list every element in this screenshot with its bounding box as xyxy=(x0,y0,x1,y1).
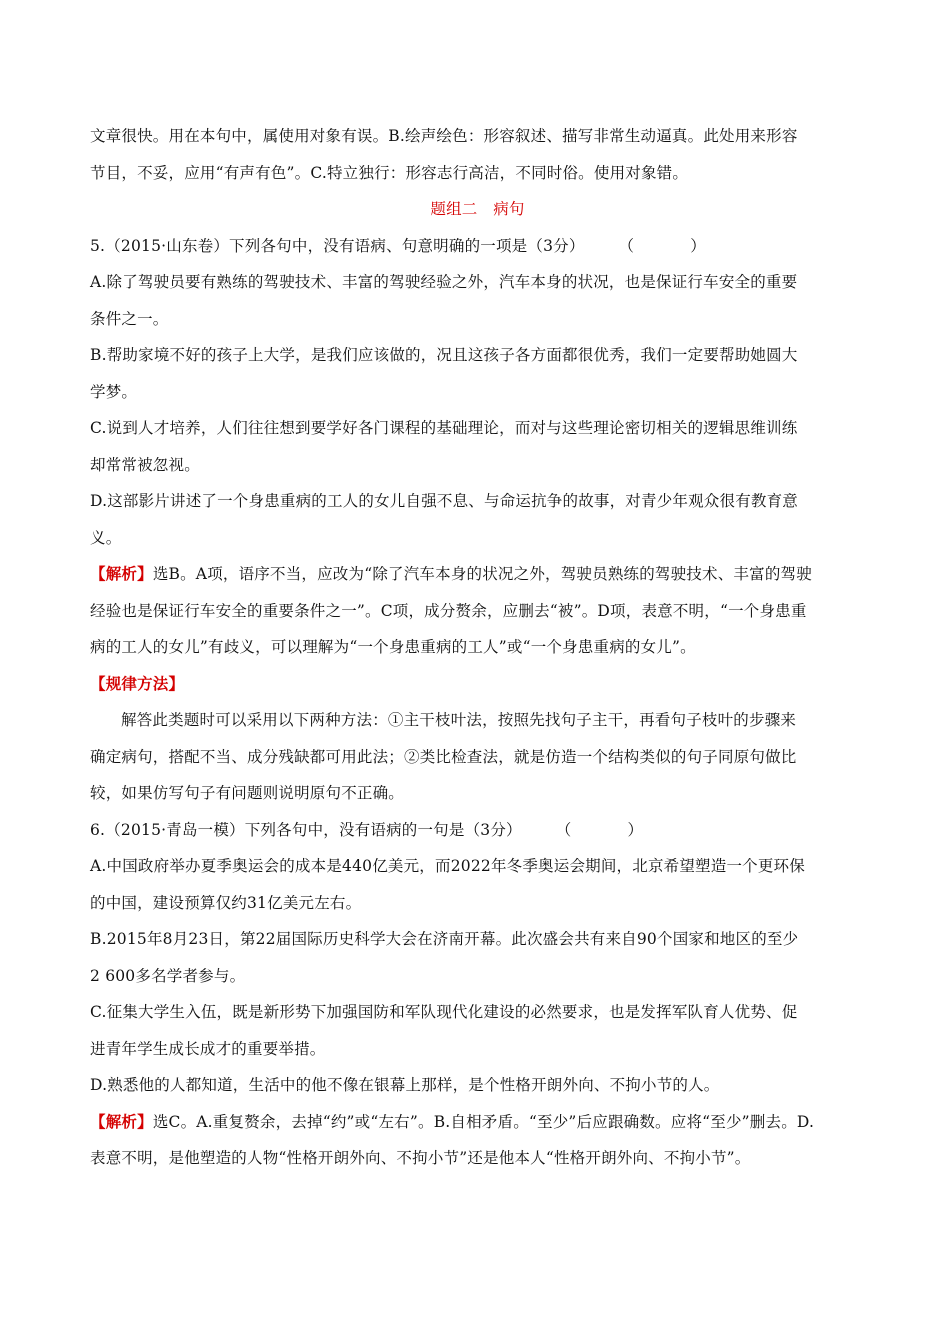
method-line: 较，如果仿写句子有问题则说明原句不正确。 xyxy=(90,784,405,802)
text-line: 文章很快。用在本句中，属使用对象有误。B.绘声绘色：形容叙述、描写非常生动逼真。此处用来形容 xyxy=(90,127,798,145)
question-stem-text: 5.（2015·山东卷）下列各句中，没有语病、句意明确的一项是（3分） xyxy=(90,236,585,255)
analysis-text: 选B。A项，语序不当，应改为“除了汽车本身的状况之外，驾驶员熟练的驾驶技术、丰富的驾驶 xyxy=(152,565,812,583)
option-line: A.除了驾驶员要有熟练的驾驶技术、丰富的驾驶经验之外，汽车本身的状况，也是保证行车安全的重要 xyxy=(90,273,798,291)
analysis-line: 表意不明，是他塑造的人物“性格开朗外向、不拘小节”还是他本人“性格开朗外向、不拘小节”。 xyxy=(90,1149,751,1167)
option-line: D.熟悉他的人都知道，生活中的他不像在银幕上那样，是个性格开朗外向、不拘小节的人。 xyxy=(90,1076,720,1094)
analysis-line xyxy=(90,556,865,593)
option-line: 的中国，建设预算仅约31亿美元左右。 xyxy=(90,893,362,912)
analysis-line xyxy=(90,1104,865,1141)
analysis-text: 选C。A.重复赘余，去掉“约”或“左右”。B.自相矛盾。“至少”后应跟确数。应将“至少”删去。D. xyxy=(152,1112,815,1131)
answer-paren-open: （ xyxy=(618,236,635,255)
text-line: 节目，不妥，应用“有声有色”。C.特立独行：形容志行高洁，不同时俗。使用对象错。 xyxy=(90,163,689,182)
section-title: 题组二 病句 xyxy=(430,200,525,218)
analysis-line: 经验也是保证行车安全的重要条件之一”。C项，成分赘余，应删去“被”。D项，表意不明，“一个身患重 xyxy=(90,601,807,620)
option-line: C.征集大学生入伍，既是新形势下加强国防和军队现代化建设的必然要求，也是发挥军队育人优势、促 xyxy=(90,1003,798,1021)
document-page xyxy=(90,118,865,1177)
option-line: 却常常被忽视。 xyxy=(90,455,200,474)
answer-paren-open: （ xyxy=(555,820,572,839)
option-line: C.说到人才培养，人们往往想到要学好各门课程的基础理论，而对与这些理论密切相关的逻辑思维训练 xyxy=(90,419,798,437)
analysis-tag: 【解析】 xyxy=(90,1111,153,1131)
method-line: 确定病句，搭配不当、成分残缺都可用此法；②类比检查法，就是仿造一个结构类似的句子同原句做比 xyxy=(90,747,797,766)
answer-paren-close: ） xyxy=(627,820,644,839)
analysis-tag: 【解析】 xyxy=(90,564,153,583)
question-6-stem xyxy=(90,812,865,849)
answer-paren-close: ） xyxy=(690,236,706,255)
question-stem-text: 6.（2015·青岛一模）下列各句中，没有语病的一句是（3分） xyxy=(90,820,522,839)
option-line: A.中国政府举办夏季奥运会的成本是440亿美元，而2022年冬季奥运会期间，北京希望塑造一个更环保 xyxy=(90,857,805,875)
analysis-line: 病的工人的女儿”有歧义，可以理解为“一个身患重病的工人”或“一个身患重病的女儿”。 xyxy=(90,638,696,656)
option-line: 进青年学生成长成才的重要举措。 xyxy=(90,1039,326,1058)
method-line: 解答此类题时可以采用以下两种方法：①主干枝叶法，按照先找句子主干，再看句子枝叶的步骤来 xyxy=(121,711,797,729)
question-5-stem xyxy=(90,228,865,265)
option-line: 条件之一。 xyxy=(90,309,169,328)
option-line: B.帮助家境不好的孩子上大学，是我们应该做的，况且这孩子各方面都很优秀，我们一定要帮助她圆大 xyxy=(90,346,798,364)
option-line: D.这部影片讲述了一个身患重病的工人的女儿自强不息、与命运抗争的故事，对青少年观众很有教育意 xyxy=(90,492,799,510)
option-line: 义。 xyxy=(90,528,122,547)
option-line: 2 600多名学者参与。 xyxy=(90,966,246,985)
method-tag: 【规律方法】 xyxy=(90,673,185,693)
option-line: B.2015年8月23日，第22届国际历史科学大会在济南开幕。此次盛会共有来自90个国家和地区的至少 xyxy=(90,930,799,948)
option-line: 学梦。 xyxy=(90,382,138,401)
